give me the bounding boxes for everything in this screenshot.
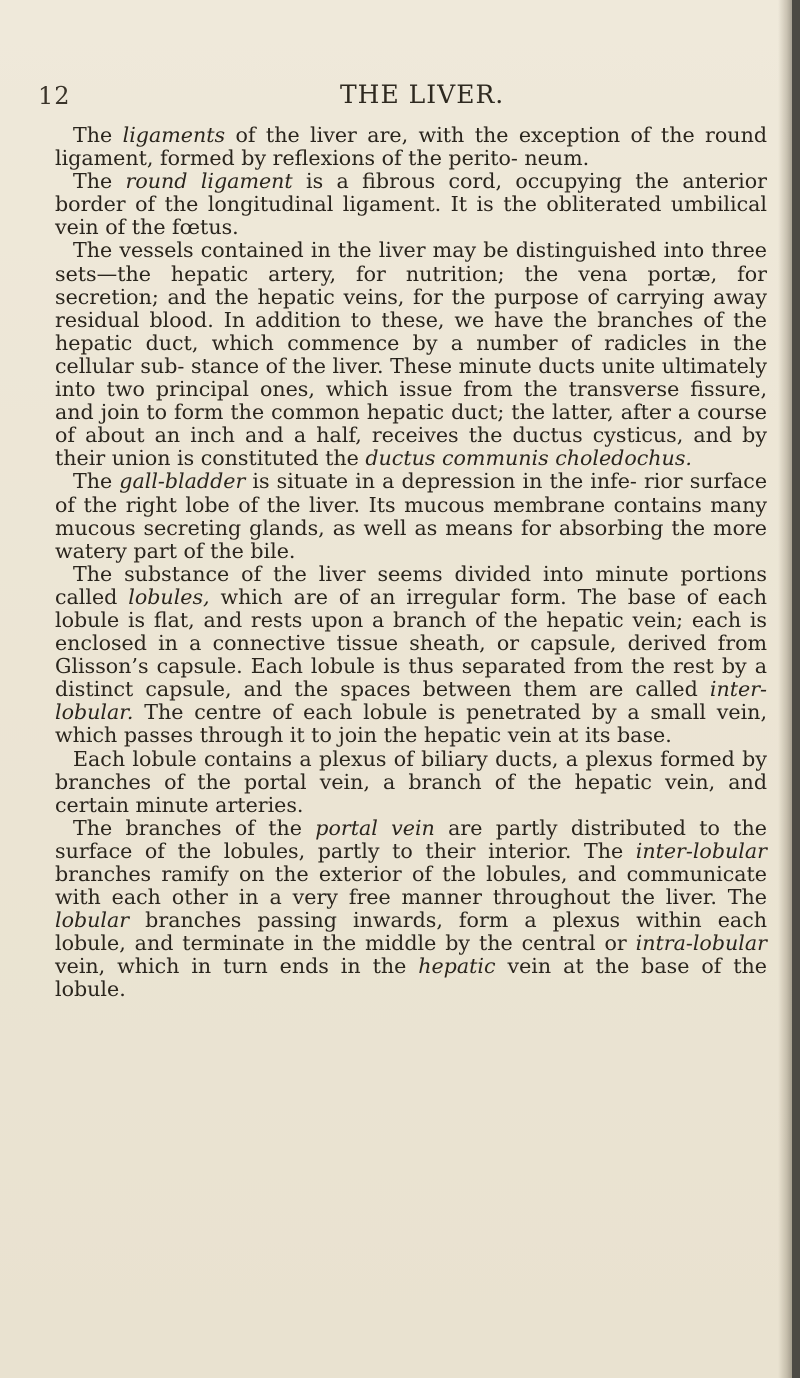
italic-term: ductus communis choledochus. bbox=[365, 446, 692, 471]
running-head: THE LIVER. bbox=[340, 80, 505, 109]
page-edge bbox=[792, 0, 800, 1378]
paragraph-portal-vein: The branches of the portal vein are partly distributed to the surface of the lobules, partly to their interior. The inter-lobular branches ramify on the exterior of the lobules, and communicate with each other in a very free manner throughout the liver. The lobular branches passing inwards, form a plexus within each lobule, and terminate in the middle by the central or intra-lobular vein, which in turn ends in the hepatic vein at the base of the lobule. bbox=[55, 815, 767, 1002]
italic-term: round ligament bbox=[125, 169, 293, 194]
italic-term: intra-lobular bbox=[635, 931, 767, 956]
italic-term: hepatic bbox=[418, 954, 496, 979]
paragraph-lobule-contents: Each lobule contains a plexus of biliary ducts, a plexus formed by branches of the portal vein, a branch of the hepatic vein, and certain minute arteries. bbox=[55, 746, 767, 817]
paragraph-gall-bladder: The gall-bladder is situate in a depression in the infe- rior surface of the right lobe of the liver. Its mucous membrane contains many mucous secreting glands, as well as means for absorbing the more watery part of the bile. bbox=[55, 469, 768, 563]
italic-term: inter- lobular. bbox=[55, 677, 767, 725]
paragraph-vessels: The vessels contained in the liver may be distinguished into three sets—the hepatic artery, for nutrition; the vena portæ, for secretion; and the hepatic veins, for the purpose of carrying away residual blood. In addition to these, we have the branches of the hepatic duct, which commence by a number of radicles in the cellular sub- stance of the liver. These minute ducts unite ultimately into two principal ones, which issue from the transverse fissure, and join to form the common hepatic duct; the latter, after a course of about an inch and a half, receives the ductus cysticus, and by their union is constituted the ductus communis choledochus. bbox=[55, 238, 767, 471]
body-text bbox=[55, 124, 767, 1002]
paragraph-ligaments: The ligaments of the liver are, with the exception of the round ligament, formed by reflexions of the perito- neum. bbox=[55, 123, 768, 171]
italic-term: ligaments bbox=[122, 123, 226, 147]
italic-term: gall-bladder bbox=[119, 469, 246, 494]
italic-term: lobules, bbox=[128, 584, 210, 609]
paragraph-lobules: The substance of the liver seems divided into minute portions called lobules, which are of an irregular form. The base of each lobule is flat, and rests upon a branch of the hepatic vein; each is enclosed in a connective tissue sheath, or capsule, derived from Glisson’s capsule. Each lobule is thus separated from the rest by a distinct capsule, and the spaces between them are called inter- lobular. The centre of each lobule is penetrated by a small vein, which passes through it to join the hepatic vein at its base. bbox=[55, 561, 767, 748]
italic-term: inter-lobular bbox=[635, 838, 767, 863]
paragraph-round-ligament: The round ligament is a fibrous cord, occupying the anterior border of the longitudinal ligament. It is the obliterated umbilical vein of the fœtus. bbox=[55, 169, 767, 240]
page-number: 12 bbox=[38, 82, 71, 110]
italic-term: portal vein bbox=[315, 815, 435, 840]
italic-term: lobular bbox=[55, 908, 130, 933]
